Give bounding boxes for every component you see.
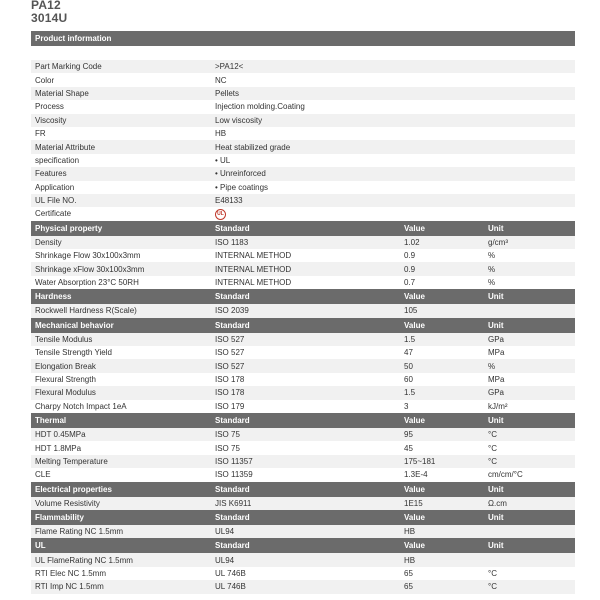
property-name: RTI Imp NC 1.5mm (35, 582, 104, 592)
section-col-standard: Standard (215, 484, 250, 494)
section-header (31, 413, 575, 428)
section-col-value: Value (404, 320, 425, 330)
property-name: Tensile Strength Yield (35, 348, 112, 358)
property-name: Charpy Notch Impact 1eA (35, 401, 127, 411)
property-value: 1.5 (404, 334, 416, 344)
property-unit: cm/cm/°C (488, 470, 523, 480)
property-name: Shrinkage Flow 30x100x3mm (35, 251, 141, 261)
property-unit: MPa (488, 348, 505, 358)
property-value: 175~181 (404, 456, 436, 466)
property-value: 0.7 (404, 278, 416, 288)
property-value: 1.3E-4 (404, 470, 428, 480)
property-value: HB (404, 527, 416, 537)
product-info-header (31, 31, 575, 46)
property-unit: % (488, 251, 496, 261)
property-standard: JIS K6911 (215, 498, 252, 508)
property-row (31, 304, 575, 317)
property-value: 50 (404, 361, 413, 371)
info-label: UL File NO. (35, 196, 77, 206)
info-row (31, 181, 575, 194)
section-title: UL (35, 541, 46, 551)
info-value: Pellets (215, 88, 240, 98)
info-label: Features (35, 169, 67, 179)
property-name: Melting Temperature (35, 456, 108, 466)
datasheet-table (31, 31, 575, 594)
property-row (31, 276, 575, 289)
property-name: HDT 1.8MPa (35, 443, 82, 453)
info-label: Viscosity (35, 115, 67, 125)
spacer (31, 46, 575, 60)
property-unit: MPa (488, 375, 505, 384)
property-name: Elongation Break (35, 361, 96, 371)
property-value: 65 (404, 582, 413, 592)
property-unit: °C (488, 456, 497, 466)
property-row (31, 441, 575, 454)
section-col-value: Value (404, 292, 425, 302)
property-row (31, 400, 575, 413)
property-row (31, 346, 575, 359)
info-label: Certificate (35, 209, 72, 219)
section-col-unit: Unit (488, 320, 504, 330)
property-standard: UL94 (215, 527, 235, 537)
info-row (31, 167, 575, 180)
grade-title: 3014U (31, 11, 68, 25)
property-standard: UL 746B (215, 582, 246, 592)
property-value: 45 (404, 443, 413, 453)
property-unit: g/cm³ (488, 237, 508, 247)
property-standard: ISO 178 (215, 375, 245, 384)
property-unit: % (488, 361, 496, 371)
section-col-unit: Unit (488, 223, 504, 233)
info-value: E48133 (215, 196, 243, 206)
property-unit: °C (488, 430, 497, 440)
section-header (31, 221, 575, 236)
property-standard: UL 746B (215, 568, 246, 578)
property-row (31, 249, 575, 262)
info-label: Material Attribute (35, 142, 96, 152)
section-title: Thermal (35, 415, 67, 425)
property-name: Flexural Strength (35, 375, 96, 384)
property-row (31, 386, 575, 399)
property-unit: Ω.cm (488, 498, 507, 508)
section-col-unit: Unit (488, 415, 504, 425)
property-value: 0.9 (404, 264, 416, 274)
property-value: 1.02 (404, 237, 420, 247)
product-info-rows (31, 60, 575, 221)
property-unit: °C (488, 443, 497, 453)
property-name: Flame Rating NC 1.5mm (35, 527, 124, 537)
section-col-value: Value (404, 512, 425, 522)
property-row (31, 455, 575, 468)
section-col-standard: Standard (215, 223, 250, 233)
info-row (31, 100, 575, 113)
info-label: FR (35, 129, 46, 139)
section-header (31, 289, 575, 304)
property-name: Tensile Modulus (35, 334, 93, 344)
property-name: Shrinkage xFlow 30x100x3mm (35, 264, 145, 274)
property-standard: ISO 11359 (215, 470, 253, 480)
section-header (31, 510, 575, 525)
section-col-value: Value (404, 541, 425, 551)
ul-certificate-icon: UL (215, 209, 226, 220)
property-standard: INTERNAL METHOD (215, 251, 292, 261)
property-standard: ISO 75 (215, 443, 240, 453)
section-title: Electrical properties (35, 484, 112, 494)
property-row (31, 373, 575, 386)
property-name: Density (35, 237, 62, 247)
property-name: Water Absorption 23°C 50RH (35, 278, 139, 288)
property-standard: ISO 11357 (215, 456, 253, 466)
property-value: HB (404, 555, 416, 565)
property-unit: GPa (488, 334, 505, 344)
property-name: Volume Resistivity (35, 498, 100, 508)
info-value: >PA12< (215, 62, 244, 72)
property-value: 0.9 (404, 251, 416, 261)
property-value: 1.5 (404, 388, 416, 398)
info-row (31, 140, 575, 153)
info-value: HB (215, 129, 227, 139)
property-row (31, 359, 575, 372)
section-header (31, 538, 575, 553)
property-standard: ISO 179 (215, 401, 245, 411)
property-value: 3 (404, 401, 409, 411)
property-standard: ISO 527 (215, 348, 245, 358)
info-label: Color (35, 75, 55, 85)
product-info-header-label: Product information (35, 34, 112, 43)
section-col-value: Value (404, 484, 425, 494)
property-unit: % (488, 264, 496, 274)
property-name: Rockwell Hardness R(Scale) (35, 306, 137, 316)
property-value: 105 (404, 306, 418, 316)
info-value: NC (215, 75, 227, 85)
property-name: UL FlameRating NC 1.5mm (35, 555, 133, 565)
info-value: Injection molding.Coating (215, 102, 305, 112)
info-row (31, 207, 575, 220)
property-unit: % (488, 278, 496, 288)
property-value: 65 (404, 568, 413, 578)
property-row (31, 553, 575, 566)
certificate-cell (215, 208, 404, 220)
info-row (31, 127, 575, 140)
info-label: Part Marking Code (35, 62, 102, 72)
info-label: Material Shape (35, 88, 89, 98)
section-title: Hardness (35, 292, 72, 302)
section-title: Physical property (35, 223, 103, 233)
section-col-standard: Standard (215, 541, 250, 551)
section-col-standard: Standard (215, 320, 250, 330)
property-value: 1E15 (404, 498, 423, 508)
property-row (31, 497, 575, 510)
material-title: PA12 (31, 0, 61, 12)
section-col-unit: Unit (488, 484, 504, 494)
section-header (31, 482, 575, 497)
section-col-standard: Standard (215, 415, 250, 425)
property-name: Flexural Modulus (35, 388, 96, 398)
section-col-unit: Unit (488, 512, 504, 522)
info-label: Process (35, 102, 64, 112)
property-unit: °C (488, 568, 497, 578)
property-value: 47 (404, 348, 413, 358)
info-row (31, 60, 575, 73)
info-row (31, 87, 575, 100)
property-standard: UL94 (215, 555, 235, 565)
property-standard: ISO 75 (215, 430, 240, 440)
info-value: Low viscosity (215, 115, 263, 125)
section-title: Mechanical behavior (35, 320, 114, 330)
property-standard: ISO 1183 (215, 237, 249, 247)
property-value: 60 (404, 375, 413, 384)
property-row (31, 262, 575, 275)
section-header (31, 318, 575, 333)
property-name: CLE (35, 470, 51, 480)
property-sections (31, 221, 575, 594)
section-col-unit: Unit (488, 541, 504, 551)
property-standard: INTERNAL METHOD (215, 264, 292, 274)
info-row (31, 194, 575, 207)
info-label: specification (35, 155, 80, 165)
section-title: Flammability (35, 512, 84, 522)
info-value: • Unreinforced (215, 169, 266, 179)
property-row (31, 525, 575, 538)
info-label: Application (35, 182, 75, 192)
info-value: Heat stabilized grade (215, 142, 291, 152)
property-row (31, 428, 575, 441)
property-row (31, 468, 575, 481)
property-name: RTI Elec NC 1.5mm (35, 568, 106, 578)
property-value: 95 (404, 430, 413, 440)
property-standard: INTERNAL METHOD (215, 278, 292, 288)
info-value: • Pipe coatings (215, 182, 269, 192)
info-value: • UL (215, 155, 231, 165)
property-standard: ISO 527 (215, 334, 245, 344)
property-unit: GPa (488, 388, 505, 398)
section-col-standard: Standard (215, 292, 250, 302)
info-row (31, 73, 575, 86)
section-col-unit: Unit (488, 292, 504, 302)
property-unit: kJ/m² (488, 401, 508, 411)
section-col-value: Value (404, 223, 425, 233)
property-name: HDT 0.45MPa (35, 430, 86, 440)
section-col-value: Value (404, 415, 425, 425)
property-standard: ISO 178 (215, 388, 245, 398)
property-standard: ISO 527 (215, 361, 245, 371)
info-row (31, 114, 575, 127)
property-row (31, 333, 575, 346)
property-row (31, 567, 575, 580)
section-col-standard: Standard (215, 512, 250, 522)
property-row (31, 236, 575, 249)
property-row (31, 580, 575, 593)
property-unit: °C (488, 582, 497, 592)
info-row (31, 154, 575, 167)
property-standard: ISO 2039 (215, 306, 249, 316)
